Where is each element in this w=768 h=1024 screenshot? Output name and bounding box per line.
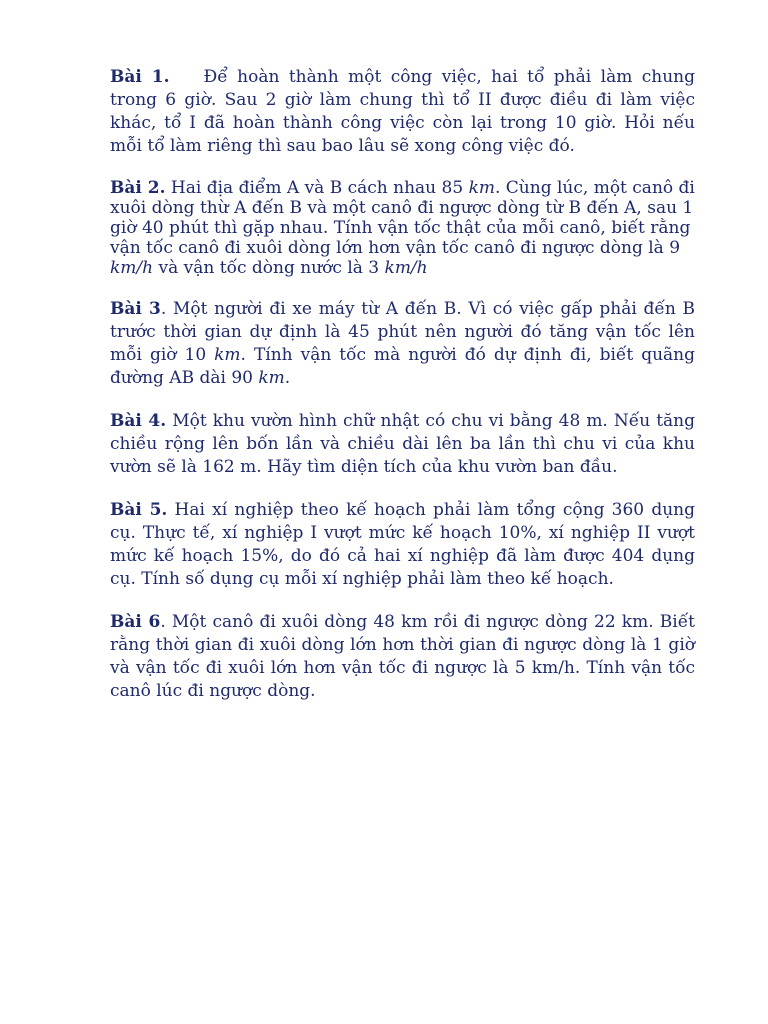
problem-label: Bài 1. <box>110 67 170 87</box>
problem-text: Hai xí nghiệp theo kế hoạch phải làm tổng cộng 360 dụng cụ. Thực tế, xí nghiệp I vượt mức kế hoạch 10%, xí nghiệp II vượt mức kế hoạch 15%, do đó cả hai xí nghiệp đã làm được 404 dụng cụ. Tính số dụng cụ mỗi xí nghiệp phải làm theo kế hoạch. <box>110 500 695 589</box>
problem-text: . <box>284 368 291 388</box>
problem-text: . Tính vận tốc mà người đó dự định đi, biết quãng đường AB dài 90 <box>110 345 695 388</box>
problem-text: . Một canô đi xuôi dòng 48 km rồi đi ngược dòng 22 km. Biết rằng thời gian đi xuôi dòng lớn hơn thời gian đi ngược dòng là 1 giờ và vận tốc đi xuôi lớn hơn vận tốc đi ngược là 5 km/h. Tính vận tốc canô lúc đi ngược dòng. <box>110 612 695 701</box>
problem-text: Hai địa điểm A và B cách nhau 85 <box>170 178 469 198</box>
problem-label: Bài 3 <box>110 299 161 319</box>
unit: km <box>214 345 241 365</box>
problem-4 <box>110 410 695 479</box>
problem-3 <box>110 298 695 390</box>
problem-text: . Cùng lúc, một canô đi xuôi dòng thừ A đến B và một canô đi ngược dòng từ B đến A, sau 1 giờ 40 phút thì gặp nhau. Tính vận tốc thật của mỗi canô, biết rằng vận tốc canô đi xuôi dòng lớn hơn vận tốc canô đi ngược dòng là 9 <box>110 178 695 258</box>
problem-text: Để hoàn thành một công việc, hai tổ phải làm chung trong 6 giờ. Sau 2 giờ làm chung thì tổ II được điều đi làm việc khác, tổ I đã hoàn thành công việc còn lại trong 10 giờ. Hỏi nếu mỗi tổ làm riêng thì sau bao lâu sẽ xong công việc đó. <box>110 67 695 156</box>
problem-6 <box>110 611 695 703</box>
problem-text: . Một người đi xe máy từ A đến B. Vì có việc gấp phải đến B trước thời gian dự định là 45 phút nên người đó tăng vận tốc lên mỗi giờ 10 <box>110 299 695 365</box>
problem-text: và vận tốc dòng nước là 3 <box>153 258 385 278</box>
problem-label: Bài 5. <box>110 500 168 520</box>
unit: km <box>258 368 285 388</box>
unit: km <box>468 178 495 198</box>
problem-1 <box>110 66 695 158</box>
problem-5 <box>110 499 695 591</box>
problem-2 <box>110 178 695 278</box>
problem-label: Bài 2. <box>110 178 166 198</box>
problem-text: Một khu vườn hình chữ nhật có chu vi bằng 48 m. Nếu tăng chiều rộng lên bốn lần và chiều dài lên ba lần thì chu vi của khu vườn sẽ là 162 m. Hãy tìm diện tích của khu vườn ban đầu. <box>110 411 696 477</box>
exercise-sheet <box>110 66 695 723</box>
problem-label: Bài 6 <box>110 612 161 632</box>
problem-label: Bài 4. <box>110 411 167 431</box>
unit: km/h <box>110 258 154 278</box>
unit: km/h <box>384 258 428 278</box>
